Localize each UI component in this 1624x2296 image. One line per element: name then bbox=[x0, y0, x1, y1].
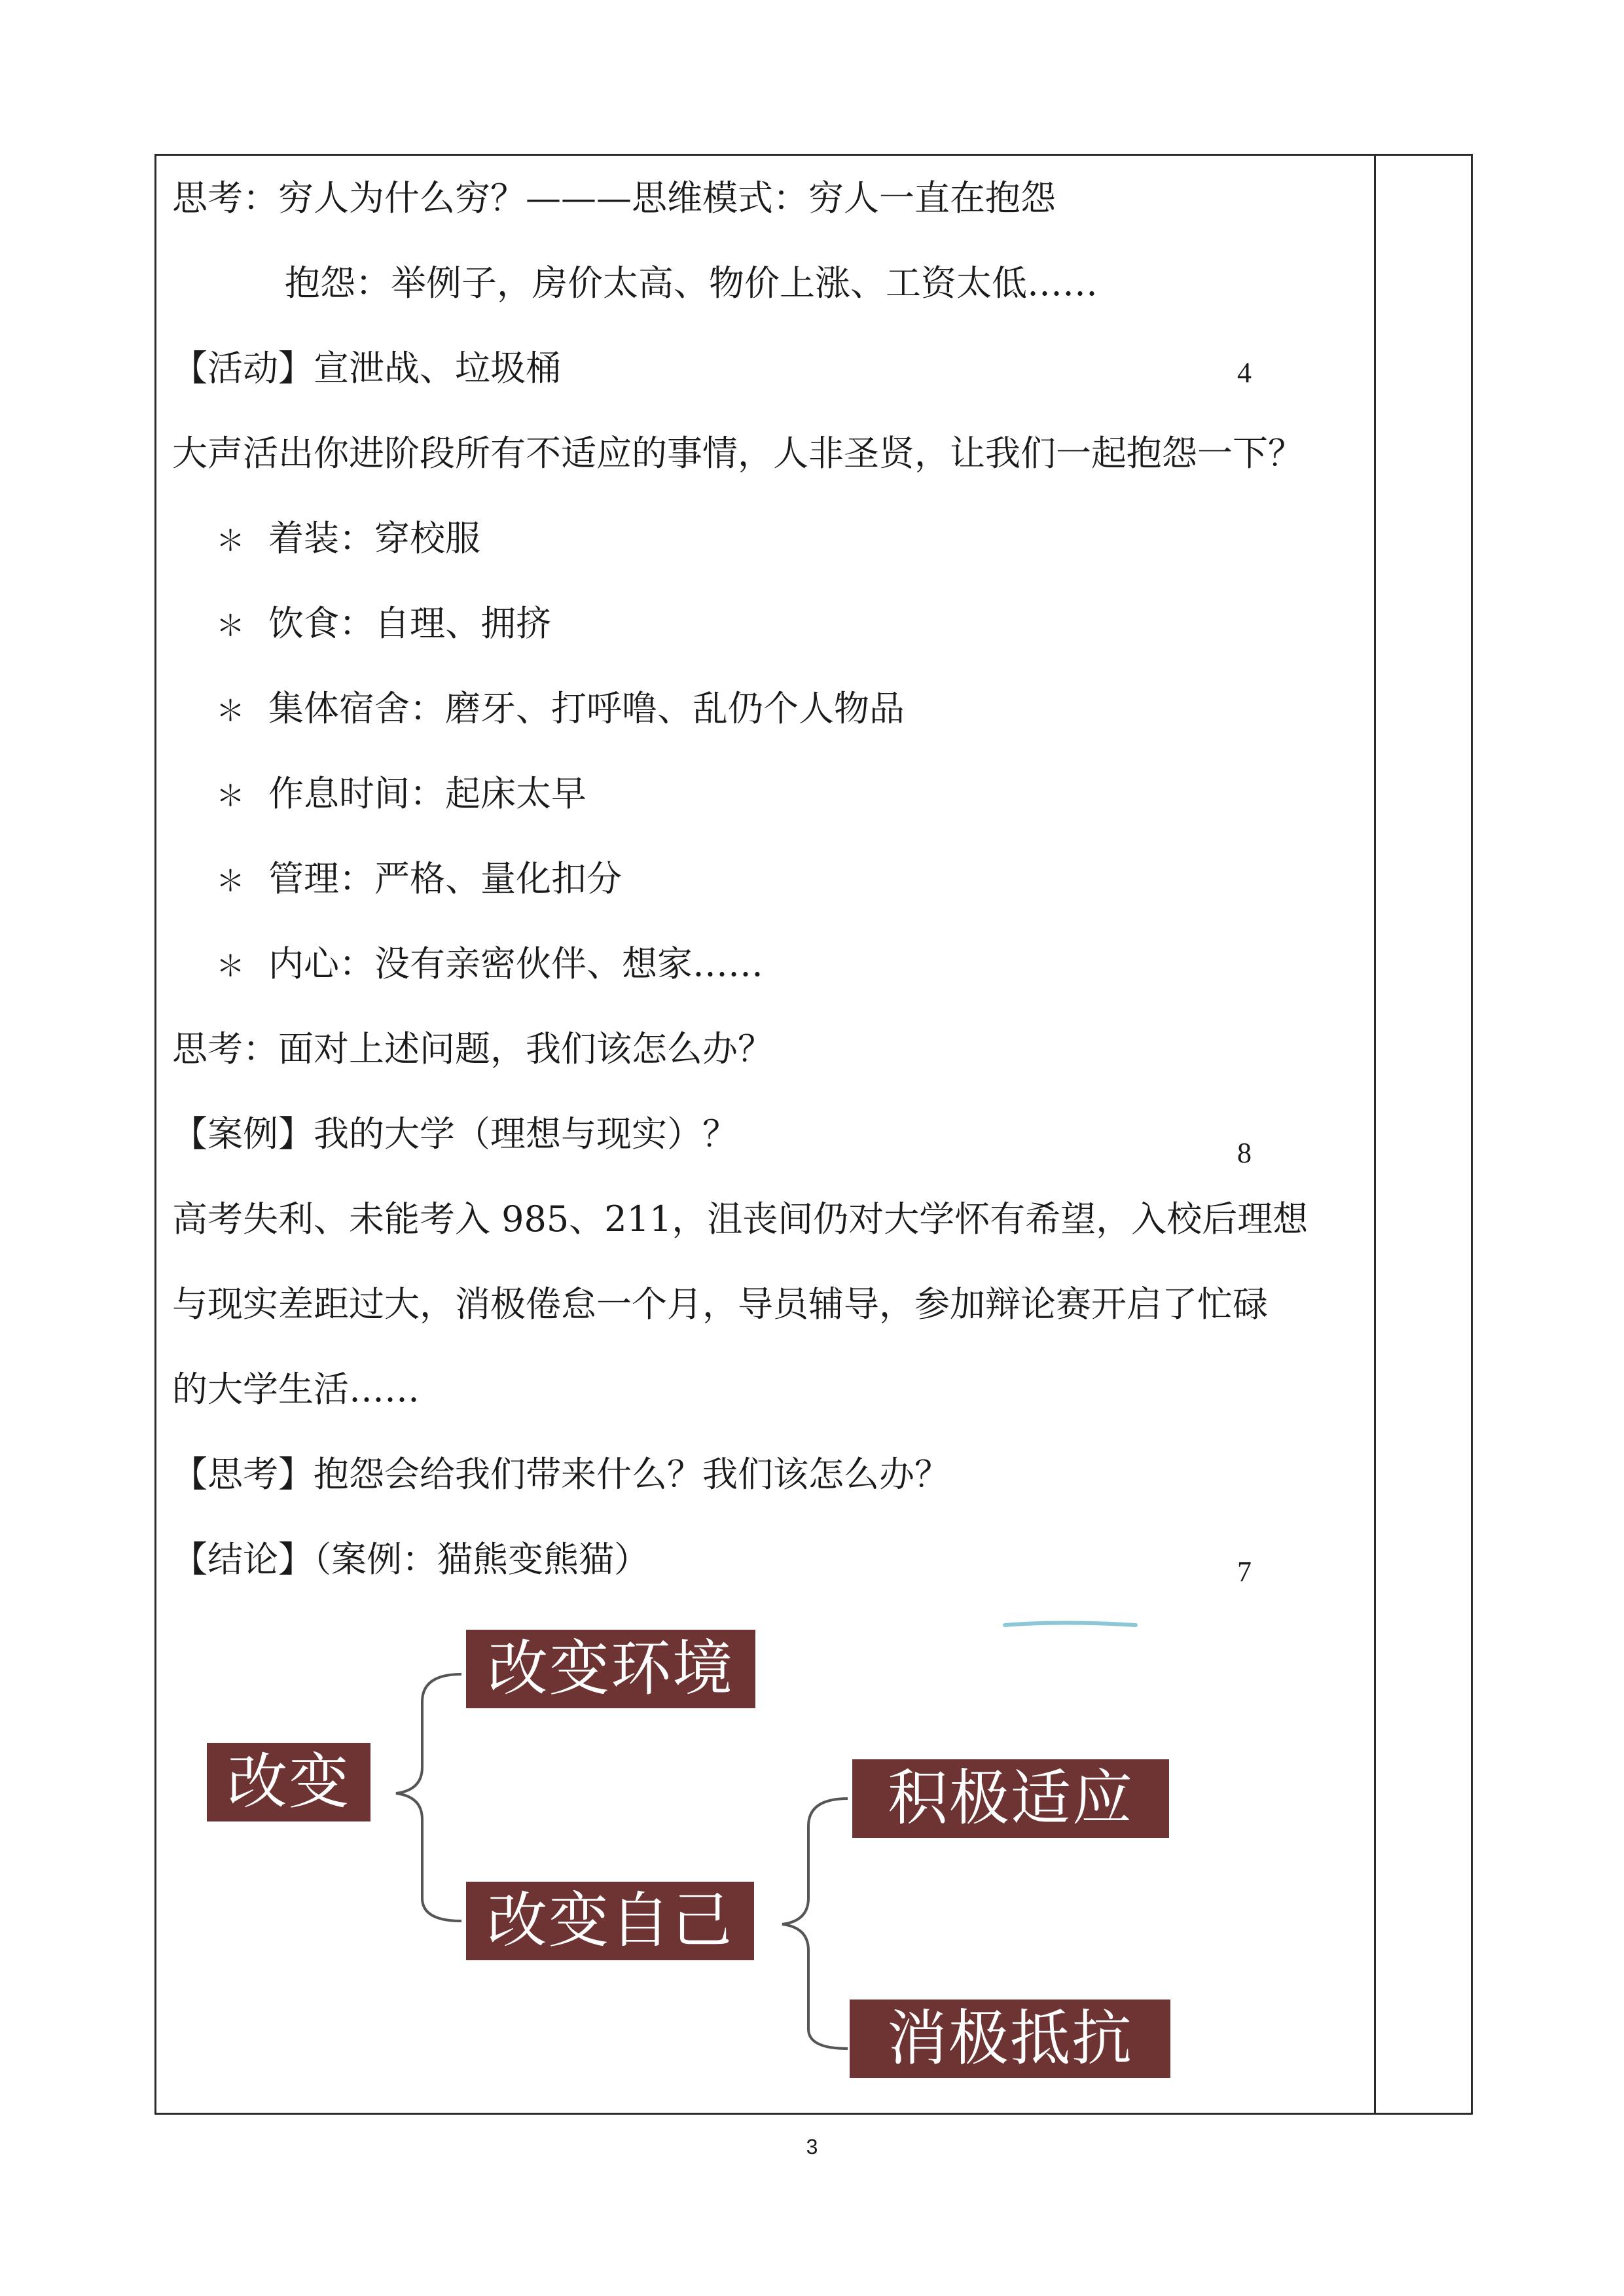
negative-resist-box: 消极抵抗 bbox=[850, 2000, 1170, 2078]
bullet-text: 作息时间：起床太早 bbox=[268, 773, 586, 814]
change-self-box: 改变自己 bbox=[466, 1882, 754, 1960]
page-number: 3 bbox=[806, 2135, 818, 2159]
complaint-example-line: 抱怨：举例子，房价太高、物价上涨、工资太低…… bbox=[285, 262, 1098, 304]
activity-heading: 【活动】宣泄战、垃圾桶 bbox=[172, 348, 561, 389]
self-bracket bbox=[782, 1799, 848, 2049]
time-value: 8 bbox=[1237, 1137, 1252, 1169]
case-text-line: 的大学生活…… bbox=[172, 1369, 420, 1410]
time-value: 4 bbox=[1237, 357, 1252, 389]
diagram-root-box: 改变 bbox=[207, 1743, 370, 1821]
case-heading: 【案例】我的大学（理想与现实）？ bbox=[172, 1113, 738, 1155]
bullet-marker: ＊ bbox=[216, 950, 245, 983]
positive-adapt-box: 积极适应 bbox=[852, 1759, 1169, 1838]
bullet-marker: ＊ bbox=[216, 609, 245, 643]
bullet-text: 集体宿舍：磨牙、打呼噜、乱仍个人物品 bbox=[268, 688, 905, 729]
case-text-line: 高考失利、未能考入 985、211，沮丧间仍对大学怀有希望，入校后理想 bbox=[172, 1198, 1308, 1240]
accent-line bbox=[1005, 1623, 1136, 1626]
bullet-text: 内心：没有亲密伙伴、想家…… bbox=[268, 943, 763, 984]
activity-description: 大声活出你进阶段所有不适应的事情，人非圣贤，让我们一起抱怨一下？ bbox=[172, 433, 1303, 474]
bullet-text: 饮食：自理、拥挤 bbox=[268, 603, 551, 644]
thinking-line-1: 思考：穷人为什么穷？———思维模式：穷人一直在抱怨 bbox=[172, 177, 1056, 219]
thinking-heading: 【思考】抱怨会给我们带来什么？我们该怎么办？ bbox=[172, 1454, 950, 1495]
conclusion-heading: 【结论】（案例：猫熊变熊猫） bbox=[172, 1539, 649, 1580]
time-value: 7 bbox=[1237, 1556, 1252, 1588]
change-environment-box: 改变环境 bbox=[466, 1630, 755, 1708]
bullet-marker: ＊ bbox=[216, 524, 245, 558]
thinking-line-2: 思考：面对上述问题，我们该怎么办？ bbox=[172, 1028, 773, 1069]
bullet-text: 着装：穿校服 bbox=[268, 518, 480, 559]
root-bracket bbox=[396, 1674, 461, 1921]
bullet-marker: ＊ bbox=[216, 694, 245, 728]
case-text-line: 与现实差距过大，消极倦怠一个月，导员辅导，参加辩论赛开启了忙碌 bbox=[172, 1283, 1268, 1325]
bullet-marker: ＊ bbox=[216, 865, 245, 898]
bullet-marker: ＊ bbox=[216, 780, 245, 813]
bullet-text: 管理：严格、量化扣分 bbox=[268, 858, 622, 899]
